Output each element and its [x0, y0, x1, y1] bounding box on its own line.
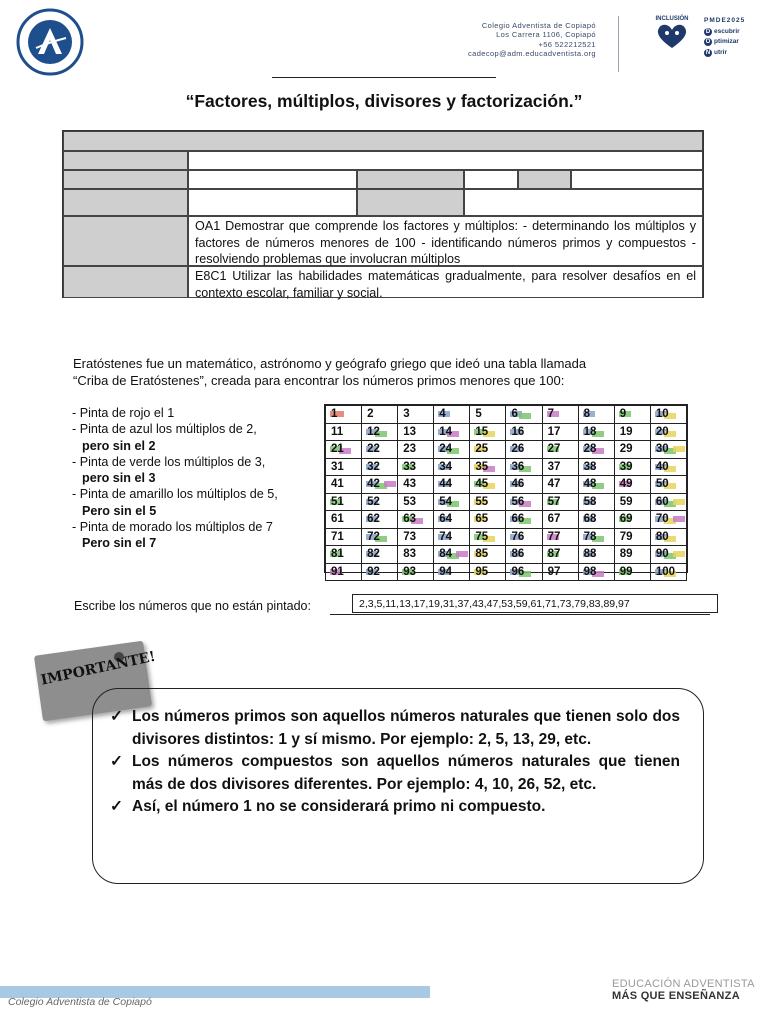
sieve-number: 63 — [403, 513, 416, 526]
sieve-cell[interactable] — [614, 458, 650, 476]
table-header-row — [63, 131, 703, 151]
sieve-row — [326, 563, 687, 581]
important-label: IMPORTANTE! — [39, 648, 157, 689]
sieve-row — [326, 441, 687, 459]
important-text: Los números compuestos son aquellos números naturales que tienen más de dos divisores diferentes. Por ejemplo: 4, 10, 26, 52, etc. — [132, 753, 680, 793]
sieve-cell[interactable] — [434, 493, 470, 511]
sieve-number: 45 — [475, 478, 489, 491]
sieve-cell[interactable] — [398, 563, 434, 581]
instruction-item: pero sin el 2 — [82, 438, 156, 453]
sieve-cell[interactable] — [542, 546, 578, 564]
sieve-cell[interactable] — [398, 528, 434, 546]
sieve-cell[interactable] — [650, 476, 686, 494]
sieve-number: 20 — [655, 425, 669, 438]
sieve-number: 11 — [331, 425, 344, 438]
sieve-row — [326, 511, 687, 529]
label-cell — [63, 266, 188, 298]
sieve-number: 77 — [547, 530, 561, 543]
sieve-number: 85 — [475, 548, 489, 561]
label-cell — [357, 170, 464, 189]
sieve-number: 22 — [367, 443, 380, 456]
brand-line: MÁS QUE ENSEÑANZA — [612, 990, 740, 1002]
sieve-number: 69 — [619, 513, 633, 526]
sieve-cell[interactable] — [614, 528, 650, 546]
sieve-cell[interactable] — [650, 528, 686, 546]
sieve-number: 53 — [403, 495, 416, 508]
sieve-cell[interactable] — [326, 493, 362, 511]
sieve-number: 16 — [511, 425, 525, 438]
sieve-cell[interactable] — [506, 511, 542, 529]
sieve-cell[interactable] — [506, 476, 542, 494]
sieve-number: 66 — [511, 513, 525, 526]
sieve-cell[interactable] — [542, 423, 578, 441]
sieve-number: 72 — [367, 530, 380, 543]
sieve-cell[interactable] — [542, 406, 578, 424]
sieve-number: 81 — [331, 548, 344, 561]
checkmark-icon: ✓ — [110, 753, 123, 770]
important-text: Los números primos son aquellos números naturales que tienen solo dos divisores distintos: 1 y sí mismo. Por ejemplo: 2, 5, 13, 29, etc. — [132, 708, 680, 748]
paint-mark — [673, 551, 685, 557]
sieve-cell[interactable] — [326, 528, 362, 546]
sieve-cell[interactable] — [506, 423, 542, 441]
sieve-number: 3 — [403, 408, 410, 421]
sieve-number: 34 — [439, 460, 453, 473]
pmde-item: O ptimizar — [705, 38, 739, 45]
sieve-number: 84 — [439, 548, 453, 561]
sieve-number: 8 — [583, 408, 591, 421]
instruction-item: - Pinta de azul los múltiplos de 2, — [72, 422, 257, 437]
school-email: cadecop@adm.educadventista.org — [467, 49, 596, 59]
footer-school: Colegio Adventista de Copiapó — [8, 996, 152, 1008]
intro-line: “Criba de Eratóstenes”, creada para encontrar los números primos menores que 100: — [73, 373, 565, 388]
sieve-row — [326, 476, 687, 494]
sieve-cell[interactable] — [542, 441, 578, 459]
sieve-number: 2 — [367, 408, 374, 421]
sieve-number: 10 — [655, 408, 669, 421]
sieve-number: 54 — [439, 495, 453, 508]
sieve-cell[interactable] — [614, 441, 650, 459]
sieve-number: 74 — [439, 530, 453, 543]
sieve-cell[interactable] — [398, 423, 434, 441]
inclusion-label: INCLUSIÓN — [655, 16, 689, 22]
sieve-number: 71 — [331, 530, 344, 543]
sieve-cell[interactable] — [542, 511, 578, 529]
school-name: Colegio Adventista de Copiapó — [481, 21, 596, 30]
sieve-number: 15 — [475, 425, 489, 438]
sieve-number: 30 — [655, 443, 669, 456]
sieve-cell[interactable] — [470, 406, 506, 424]
sieve-number: 9 — [619, 408, 627, 421]
sieve-number: 95 — [475, 565, 489, 578]
sieve-number: 51 — [331, 495, 344, 508]
sieve-number: 59 — [619, 495, 633, 508]
sieve-cell[interactable] — [362, 493, 398, 511]
sieve-cell[interactable] — [614, 476, 650, 494]
sieve-cell[interactable] — [614, 511, 650, 529]
sieve-cell[interactable] — [398, 441, 434, 459]
sieve-number: 70 — [655, 513, 669, 526]
sieve-number: 48 — [583, 478, 597, 491]
footer-brand — [612, 978, 762, 1002]
sieve-cell[interactable] — [326, 406, 362, 424]
sieve-cell[interactable] — [650, 406, 686, 424]
sieve-number: 91 — [331, 565, 344, 578]
sieve-cell[interactable] — [434, 511, 470, 529]
sieve-number: 12 — [367, 425, 380, 438]
sieve-cell[interactable] — [650, 458, 686, 476]
sieve-number: 67 — [547, 513, 561, 526]
header-divider — [618, 16, 619, 72]
sieve-cell[interactable] — [326, 476, 362, 494]
sieve-number: 98 — [583, 565, 597, 578]
sieve-number: 36 — [511, 460, 525, 473]
important-item — [110, 706, 680, 751]
sieve-number: 6 — [511, 408, 518, 421]
sieve-cell[interactable] — [470, 423, 506, 441]
sieve-number: 64 — [439, 513, 453, 526]
sieve-number: 60 — [655, 495, 669, 508]
page-title: “Factores, múltiplos, divisores y factorización.” — [185, 91, 583, 111]
pmde-item: D escubrir — [705, 27, 740, 35]
sieve-cell[interactable] — [434, 458, 470, 476]
write-label: Escribe los números que no están pintado: — [74, 599, 311, 613]
sieve-cell[interactable] — [362, 563, 398, 581]
instructions-list — [72, 405, 312, 552]
checkmark-icon: ✓ — [110, 798, 123, 815]
sieve-number: 44 — [439, 478, 453, 491]
sieve-grid — [324, 404, 688, 578]
sieve-cell[interactable] — [398, 406, 434, 424]
sieve-number: 75 — [475, 530, 489, 543]
sieve-cell[interactable] — [650, 441, 686, 459]
sieve-cell[interactable] — [434, 563, 470, 581]
sieve-number: 35 — [475, 460, 489, 473]
sieve-cell[interactable] — [650, 493, 686, 511]
school-logo — [16, 8, 84, 76]
school-phone: +56 522212521 — [538, 39, 596, 49]
sieve-cell[interactable] — [398, 493, 434, 511]
sieve-cell[interactable] — [506, 441, 542, 459]
sieve-cell[interactable] — [578, 493, 614, 511]
sieve-cell[interactable] — [398, 546, 434, 564]
sieve-row — [326, 528, 687, 546]
sieve-cell[interactable] — [578, 476, 614, 494]
sieve-number: 41 — [331, 478, 344, 491]
sieve-number: 5 — [475, 408, 482, 421]
sieve-number: 52 — [367, 495, 380, 508]
answer-field[interactable]: 2,3,5,11,13,17,19,31,37,43,47,53,59,61,71,73,79,83,89,97 — [352, 594, 718, 613]
sieve-number: 43 — [403, 478, 416, 491]
sieve-number: 37 — [547, 460, 561, 473]
sieve-number: 14 — [439, 425, 453, 438]
sieve-number: 42 — [367, 478, 380, 491]
sieve-cell[interactable] — [362, 406, 398, 424]
sieve-cell[interactable] — [434, 546, 470, 564]
sieve-cell[interactable] — [506, 563, 542, 581]
sieve-row — [326, 493, 687, 511]
sieve-number: 31 — [331, 460, 344, 473]
sieve-number: 93 — [403, 565, 416, 578]
sieve-cell[interactable] — [398, 511, 434, 529]
sieve-cell[interactable] — [362, 423, 398, 441]
sieve-cell[interactable] — [650, 423, 686, 441]
sieve-cell[interactable] — [614, 493, 650, 511]
sieve-number: 21 — [331, 443, 344, 456]
sieve-cell[interactable] — [506, 546, 542, 564]
sieve-number: 92 — [367, 565, 380, 578]
objective-oa1: OA1 Demostrar que comprende los factores y múltiplos: - determinando los múltiplos y factores de números menores de 100 - identificando números primos y compuestos - resolviendo problemas que involucran múltiplos — [188, 216, 703, 266]
sieve-cell[interactable] — [578, 406, 614, 424]
sieve-number: 18 — [583, 425, 597, 438]
sieve-cell[interactable] — [506, 528, 542, 546]
instruction-item: - Pinta de rojo el 1 — [72, 406, 175, 420]
sieve-cell[interactable] — [614, 423, 650, 441]
sieve-cell[interactable] — [614, 546, 650, 564]
sieve-cell[interactable] — [650, 546, 686, 564]
instruction-item: Pero sin el 5 — [82, 503, 157, 518]
sieve-cell[interactable] — [434, 476, 470, 494]
sieve-cell[interactable] — [470, 528, 506, 546]
sieve-cell[interactable] — [650, 563, 686, 581]
sieve-cell[interactable] — [542, 458, 578, 476]
sieve-cell[interactable] — [578, 441, 614, 459]
sieve-number: 28 — [583, 443, 597, 456]
sieve-number: 40 — [655, 460, 669, 473]
sieve-cell[interactable] — [542, 563, 578, 581]
sieve-number: 76 — [511, 530, 525, 543]
sieve-number: 50 — [655, 478, 669, 491]
label-cell — [357, 189, 464, 216]
sieve-number: 73 — [403, 530, 416, 543]
sieve-number: 46 — [511, 478, 525, 491]
sieve-number: 7 — [547, 408, 554, 421]
sieve-number: 17 — [547, 425, 561, 438]
sieve-number: 49 — [619, 478, 633, 491]
sieve-number: 62 — [367, 513, 380, 526]
sieve-number: 57 — [547, 495, 561, 508]
label-cell — [63, 216, 188, 266]
school-address: Los Carrera 1106, Copiapó — [496, 30, 596, 40]
sieve-intro — [73, 355, 633, 389]
sieve-number: 88 — [583, 548, 597, 561]
sieve-number: 68 — [583, 513, 597, 526]
sieve-number: 89 — [619, 548, 633, 561]
course-field[interactable] — [188, 170, 357, 189]
date-field[interactable] — [464, 170, 518, 189]
intro-line: Eratóstenes fue un matemático, astrónomo y geógrafo griego que ideó una tabla llamada — [73, 356, 587, 371]
inclusion-badge — [652, 16, 692, 52]
paint-mark — [673, 446, 685, 452]
paint-mark — [673, 499, 685, 505]
sieve-cell[interactable] — [470, 563, 506, 581]
sieve-number: 78 — [583, 530, 597, 543]
instruction-item: Pero sin el 7 — [82, 536, 157, 551]
sieve-number: 86 — [511, 548, 525, 561]
sieve-cell[interactable] — [398, 458, 434, 476]
sieve-cell[interactable] — [326, 511, 362, 529]
sieve-cell[interactable] — [470, 441, 506, 459]
sieve-number: 56 — [511, 495, 525, 508]
sieve-row — [326, 423, 687, 441]
sieve-number: 4 — [439, 408, 446, 421]
sieve-number: 79 — [619, 530, 633, 543]
sieve-cell[interactable] — [542, 493, 578, 511]
sieve-cell[interactable] — [326, 423, 362, 441]
sieve-number: 96 — [511, 565, 525, 578]
pmde-title: PMDE2025 — [704, 17, 746, 24]
instruction-item: - Pinta de amarillo los múltiplos de 5, — [72, 487, 278, 502]
brand-line: EDUCACIÓN ADVENTISTA — [612, 978, 755, 990]
sieve-number: 29 — [619, 443, 633, 456]
sieve-cell[interactable] — [434, 406, 470, 424]
sieve-row — [326, 546, 687, 564]
important-item — [110, 751, 680, 796]
sieve-cell[interactable] — [326, 563, 362, 581]
sieve-number: 55 — [475, 495, 489, 508]
sieve-cell[interactable] — [578, 563, 614, 581]
sieve-cell[interactable] — [542, 476, 578, 494]
value-field[interactable] — [464, 189, 703, 216]
sieve-cell[interactable] — [506, 406, 542, 424]
sieve-number: 33 — [403, 460, 416, 473]
sieve-cell[interactable] — [326, 441, 362, 459]
sieve-number: 24 — [439, 443, 453, 456]
sieve-cell[interactable] — [578, 458, 614, 476]
instruction-item: pero sin el 3 — [82, 471, 156, 486]
label-cell — [518, 170, 571, 189]
label-cell — [63, 151, 188, 170]
info-table — [62, 130, 704, 298]
sieve-number: 87 — [547, 548, 561, 561]
sieve-row — [326, 406, 687, 424]
sieve-cell[interactable] — [506, 458, 542, 476]
sieve-cell[interactable] — [614, 406, 650, 424]
score-field[interactable] — [571, 170, 703, 189]
sieve-cell[interactable] — [326, 458, 362, 476]
sieve-cell[interactable] — [578, 528, 614, 546]
sieve-row — [326, 458, 687, 476]
sieve-number: 61 — [331, 513, 344, 526]
sieve-cell[interactable] — [326, 546, 362, 564]
sieve-cell[interactable] — [362, 476, 398, 494]
sieve-number: 26 — [511, 443, 525, 456]
sieve-number: 39 — [619, 460, 633, 473]
sieve-number: 23 — [403, 443, 416, 456]
sieve-cell[interactable] — [362, 458, 398, 476]
sieve-cell[interactable] — [362, 441, 398, 459]
sieve-number: 58 — [583, 495, 597, 508]
sieve-cell[interactable] — [362, 511, 398, 529]
sieve-number: 80 — [655, 530, 669, 543]
sieve-cell[interactable] — [650, 511, 686, 529]
sieve-cell[interactable] — [398, 476, 434, 494]
sieve-number: 100 — [655, 565, 676, 578]
sieve-number: 99 — [619, 565, 633, 578]
sieve-cell[interactable] — [470, 546, 506, 564]
instruction-item: - Pinta de morado los múltiplos de 7 — [72, 520, 273, 535]
paint-mark — [519, 413, 531, 419]
sieve-cell[interactable] — [506, 493, 542, 511]
sieve-number: 47 — [547, 478, 561, 491]
sieve-cell[interactable] — [578, 546, 614, 564]
important-list — [110, 706, 680, 819]
heart-icon — [655, 22, 689, 50]
sieve-cell[interactable] — [434, 441, 470, 459]
sieve-number: 27 — [547, 443, 561, 456]
name-underline — [272, 77, 496, 78]
sieve-cell[interactable] — [578, 511, 614, 529]
sieve-number: 82 — [367, 548, 380, 561]
school-contact-info — [430, 21, 596, 59]
sieve-number: 65 — [475, 513, 489, 526]
sieve-cell[interactable] — [434, 423, 470, 441]
pmde-item: N utrir — [705, 48, 727, 56]
checkmark-icon: ✓ — [110, 708, 123, 725]
sieve-number: 19 — [619, 425, 633, 438]
objective-e8c1: E8C1 Utilizar las habilidades matemáticas gradualmente, para resolver desafíos en el contexto escolar, familiar y social. — [188, 266, 703, 298]
sieve-cell[interactable] — [470, 511, 506, 529]
sieve-number: 13 — [403, 425, 416, 438]
sieve-cell[interactable] — [470, 458, 506, 476]
name-field[interactable] — [188, 151, 703, 170]
sieve-cell[interactable] — [578, 423, 614, 441]
teacher-field[interactable] — [188, 189, 357, 216]
sieve-cell[interactable] — [542, 528, 578, 546]
sieve-number: 1 — [331, 408, 338, 421]
important-text: Así, el número 1 no se considerará primo ni compuesto. — [132, 798, 546, 815]
sieve-number: 90 — [655, 548, 669, 561]
pmde-badge — [704, 16, 768, 58]
label-cell — [63, 189, 188, 216]
sieve-number: 25 — [475, 443, 489, 456]
paint-mark — [456, 551, 468, 557]
sieve-cell[interactable] — [362, 528, 398, 546]
sieve-cell[interactable] — [470, 476, 506, 494]
write-underline — [330, 614, 710, 615]
sieve-number: 38 — [583, 460, 597, 473]
sieve-cell[interactable] — [470, 493, 506, 511]
label-cell — [63, 170, 188, 189]
sieve-number: 97 — [547, 565, 561, 578]
sieve-cell[interactable] — [614, 563, 650, 581]
sieve-number: 32 — [367, 460, 380, 473]
sieve-cell[interactable] — [362, 546, 398, 564]
instruction-item: - Pinta de verde los múltiplos de 3, — [72, 454, 266, 469]
sieve-cell[interactable] — [434, 528, 470, 546]
paint-mark — [673, 516, 685, 522]
sieve-number: 94 — [439, 565, 453, 578]
paint-mark — [384, 481, 396, 487]
sieve-number: 83 — [403, 548, 416, 561]
important-item — [110, 796, 680, 819]
